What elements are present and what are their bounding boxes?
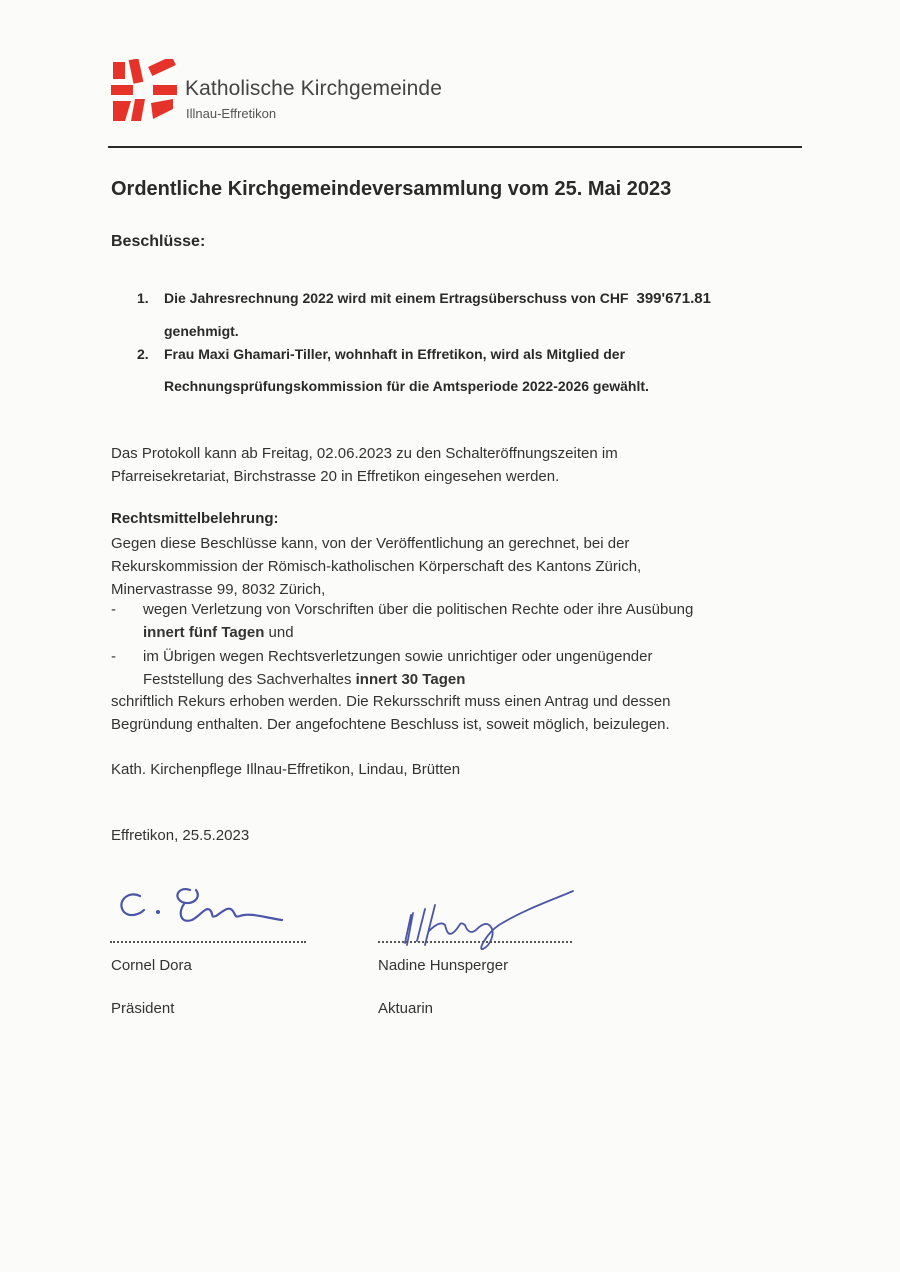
bullet-line [143, 621, 693, 644]
paragraph-line: schriftlich Rekurs erhoben werden. Die Rekursschrift muss einen Antrag und dessen [111, 693, 671, 710]
bullet-dash: - [111, 601, 116, 618]
document-title: Ordentliche Kirchgemeindeversammlung vom 25. Mai 2023 [111, 178, 672, 200]
paragraph-line: Pfarreisekretariat, Birchstrasse 20 in Effretikon eingesehen werden. [111, 468, 560, 485]
legal-remedy-paragraph [111, 532, 641, 601]
decision-text: Die Jahresrechnung 2022 wird mit einem Ertragsüberschuss von CHF [164, 290, 629, 306]
church-logo-icon [111, 59, 177, 121]
issuer-line: Kath. Kirchenpflege Illnau-Effretikon, Lindau, Brütten [111, 761, 461, 778]
bullet-prefix: Feststellung des Sachverhaltes [143, 671, 356, 688]
decision-line [164, 282, 711, 315]
decision-amount: 399'671.81 [636, 290, 711, 307]
bullet-item [111, 598, 693, 644]
paragraph-line: Das Protokoll kann ab Freitag, 02.06.2023 zu den Schalteröffnungszeiten im [111, 445, 618, 462]
bullet-suffix: und [264, 624, 294, 641]
paragraph-line: Minervastrasse 99, 8032 Zürich, [111, 581, 326, 598]
decision-number: 1. [137, 290, 149, 306]
decision-line: genehmigt. [164, 323, 239, 339]
decisions-heading: Beschlüsse: [111, 233, 206, 250]
signature-scribble-right [395, 885, 585, 955]
bullet-item [111, 645, 652, 691]
bullet-line: im Übrigen wegen Rechtsverletzungen sowie unrichtiger oder ungenügender [143, 648, 653, 665]
signature-scribble-left [110, 876, 310, 936]
bullet-line [143, 668, 652, 691]
bullet-deadline: innert fünf Tagen [143, 624, 265, 641]
signature-line-right [378, 941, 572, 943]
place-date: Effretikon, 25.5.2023 [111, 827, 250, 844]
protokoll-paragraph [111, 442, 618, 488]
legal-remedy-closing [111, 690, 670, 736]
legal-remedy-heading: Rechtsmittelbelehrung: [111, 510, 279, 527]
decision-line: Frau Maxi Ghamari-Tiller, wohnhaft in Effretikon, wird als Mitglied der [164, 346, 626, 362]
signer-role: Präsident [111, 1000, 175, 1017]
paragraph-line: Gegen diese Beschlüsse kann, von der Veröffentlichung an gerechnet, bei der [111, 535, 630, 552]
signature-line-left [110, 941, 306, 943]
signer-role: Aktuarin [378, 1000, 434, 1017]
signer-name: Cornel Dora [111, 957, 192, 974]
decision-number: 2. [137, 346, 149, 362]
paragraph-line: Begründung enthalten. Der angefochtene Beschluss ist, soweit möglich, beizulegen. [111, 716, 670, 733]
org-name: Katholische Kirchgemeinde [185, 77, 442, 100]
signer-name: Nadine Hunsperger [378, 957, 509, 974]
paragraph-line: Rekurskommission der Römisch-katholischen Körperschaft des Kantons Zürich, [111, 558, 642, 575]
decision-item [137, 338, 649, 402]
bullet-dash: - [111, 648, 116, 665]
header-divider [108, 146, 802, 148]
org-subtitle: Illnau-Effretikon [186, 106, 277, 121]
bullet-deadline: innert 30 Tagen [355, 671, 466, 688]
decision-line: Rechnungsprüfungskommission für die Amtsperiode 2022-2026 gewählt. [164, 378, 649, 394]
bullet-line: wegen Verletzung von Vorschriften über die politischen Rechte oder ihre Ausübung [143, 601, 694, 618]
